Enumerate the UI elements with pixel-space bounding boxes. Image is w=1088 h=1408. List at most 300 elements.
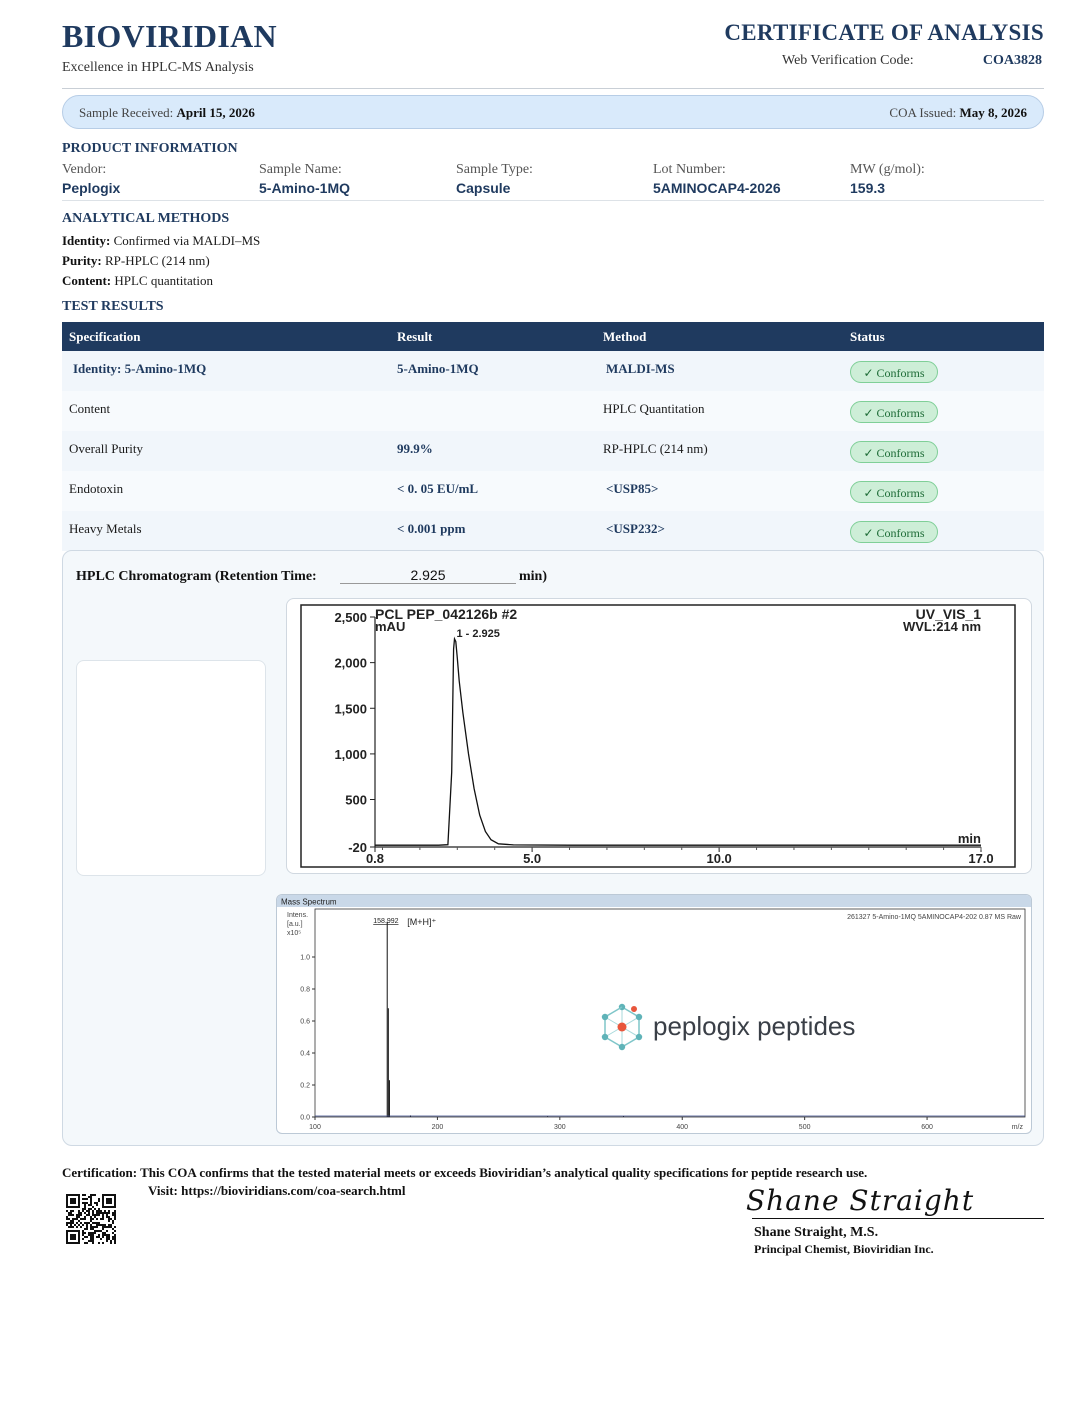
qr-module	[104, 1234, 106, 1236]
x-tick-label: 400	[676, 1124, 689, 1131]
qr-module	[108, 1224, 110, 1226]
y-tick-label: 0.8	[300, 986, 310, 994]
certification-statement: Certification: This COA confirms that the tested material meets or exceeds Bioviridian’s analytical quality specifications for peptide research use.	[62, 1165, 868, 1180]
panel-title: Mass Spectrum	[281, 897, 337, 907]
y-tick-label: 1,000	[334, 746, 367, 762]
qr-module	[112, 1212, 114, 1214]
qr-module	[94, 1214, 96, 1216]
qr-module	[90, 1194, 92, 1196]
verification-link[interactable]: Visit: https://bioviridians.com/coa-search.html	[148, 1183, 406, 1198]
field-label: Vendor:	[62, 162, 107, 177]
qr-module	[104, 1232, 106, 1234]
qr-module	[108, 1220, 110, 1222]
qr-module	[92, 1236, 94, 1238]
y-tick-label: 0.6	[300, 1018, 310, 1026]
cell-spec: Content	[69, 401, 111, 416]
qr-finder-core	[70, 1198, 76, 1204]
qr-module	[102, 1214, 104, 1216]
received-label: Sample Received:	[79, 105, 174, 120]
qr-module	[96, 1222, 98, 1224]
y-axis-label: [a.u.]	[287, 921, 303, 928]
cell-method: HPLC Quantitation	[603, 401, 705, 416]
table-row	[62, 511, 1044, 551]
qr-finder-core	[70, 1234, 76, 1240]
document-title: CERTIFICATE OF ANALYSIS	[724, 20, 1044, 45]
qr-module	[70, 1220, 72, 1222]
y-axis-unit: mAU	[375, 619, 406, 634]
conforms-badge: ✓ Conforms	[850, 441, 938, 463]
logo-node	[636, 1014, 642, 1020]
method-content	[62, 273, 213, 289]
qr-module	[90, 1226, 92, 1228]
qr-module	[68, 1218, 70, 1220]
qr-module	[98, 1224, 100, 1226]
qr-module	[90, 1196, 92, 1198]
qr-module	[76, 1222, 78, 1224]
chromatogram-label: HPLC Chromatogram (Retention Time:	[76, 569, 317, 584]
qr-module	[66, 1222, 68, 1224]
qr-module	[98, 1230, 100, 1232]
brand-tagline: Excellence in HPLC-MS Analysis	[62, 60, 254, 75]
qr-module	[80, 1212, 82, 1214]
qr-module	[88, 1232, 90, 1234]
qr-module	[112, 1228, 114, 1230]
blank-side-panel	[76, 660, 266, 876]
coa-issued	[889, 105, 1027, 121]
panel-title-bar	[277, 895, 1031, 907]
cell-method: RP-HPLC (214 nm)	[603, 441, 708, 456]
qr-module	[70, 1210, 72, 1212]
qr-module	[100, 1210, 102, 1212]
qr-module	[108, 1234, 110, 1236]
qr-module	[84, 1202, 86, 1204]
qr-module	[112, 1220, 114, 1222]
qr-module	[74, 1218, 76, 1220]
qr-module	[84, 1216, 86, 1218]
qr-module	[92, 1228, 94, 1230]
qr-module	[106, 1226, 108, 1228]
qr-module	[114, 1240, 116, 1242]
qr-module	[86, 1222, 88, 1224]
qr-module	[102, 1236, 104, 1238]
qr-module	[84, 1222, 86, 1224]
qr-module	[100, 1218, 102, 1220]
brand-name: BIOVIRIDIAN	[62, 18, 277, 54]
qr-module	[72, 1220, 74, 1222]
spectrum-info: 261327 5-Amino-1MQ 5AMINOCAP4-202 0.87 MS Raw	[847, 914, 1021, 921]
method-purity	[62, 253, 210, 269]
qr-module	[72, 1226, 74, 1228]
qr-module	[76, 1226, 78, 1228]
date-bar	[62, 95, 1044, 129]
qr-module	[96, 1236, 98, 1238]
qr-module	[88, 1222, 90, 1224]
test-results-title: TEST RESULTS	[62, 299, 164, 314]
qr-module	[106, 1238, 108, 1240]
qr-module	[66, 1210, 68, 1212]
qr-module	[68, 1226, 70, 1228]
results-table	[62, 322, 1044, 551]
qr-module	[82, 1202, 84, 1204]
table-row	[62, 431, 1044, 471]
qr-module	[114, 1226, 116, 1228]
header-status: Status	[850, 329, 885, 344]
header-specification: Specification	[69, 329, 141, 344]
header-method: Method	[603, 329, 647, 344]
method-label: Content:	[62, 273, 112, 288]
field-value: 5-Amino-1MQ	[259, 180, 350, 196]
qr-module	[88, 1240, 90, 1242]
qr-module	[90, 1240, 92, 1242]
qr-module	[106, 1236, 108, 1238]
y-tick-label: -20	[348, 840, 367, 855]
qr-module	[78, 1224, 80, 1226]
lot-number-field	[653, 162, 781, 196]
qr-module	[86, 1236, 88, 1238]
field-value: 5AMINOCAP4-2026	[653, 180, 781, 196]
logo-node	[619, 1044, 625, 1050]
qr-module	[108, 1236, 110, 1238]
qr-module	[72, 1214, 74, 1216]
qr-module	[90, 1236, 92, 1238]
qr-module	[102, 1212, 104, 1214]
qr-module	[78, 1210, 80, 1212]
method-value: RP-HPLC (214 nm)	[104, 253, 210, 268]
qr-module	[92, 1210, 94, 1212]
cell-spec: Identity: 5-Amino-1MQ	[73, 361, 207, 376]
verification-code[interactable]: COA3828	[982, 53, 1042, 68]
qr-finder-core	[106, 1198, 112, 1204]
cell-spec: Endotoxin	[69, 481, 124, 496]
qr-module	[104, 1224, 106, 1226]
qr-module	[106, 1216, 108, 1218]
logo-accent-node	[631, 1006, 637, 1012]
qr-module	[110, 1242, 112, 1244]
qr-module	[92, 1194, 94, 1196]
qr-module	[108, 1226, 110, 1228]
qr-module	[82, 1218, 84, 1220]
qr-module	[84, 1206, 86, 1208]
qr-module	[102, 1234, 104, 1236]
qr-module	[88, 1210, 90, 1212]
field-label: Lot Number:	[653, 162, 726, 177]
qr-module	[72, 1218, 74, 1220]
method-label: Purity:	[62, 253, 102, 268]
qr-module	[94, 1202, 96, 1204]
sample-name-field	[259, 162, 350, 196]
qr-module	[114, 1242, 116, 1244]
qr-module	[108, 1218, 110, 1220]
qr-module	[66, 1218, 68, 1220]
qr-module	[112, 1232, 114, 1234]
field-value: Capsule	[456, 180, 511, 196]
y-tick-label: 1.0	[300, 954, 310, 962]
qr-module	[92, 1214, 94, 1216]
verification-label: Web Verification Code:	[782, 53, 914, 68]
qr-module	[92, 1212, 94, 1214]
table-row	[62, 391, 1044, 431]
qr-module	[72, 1222, 74, 1224]
qr-module	[82, 1230, 84, 1232]
qr-module	[90, 1218, 92, 1220]
method-identity	[62, 233, 260, 249]
y-tick-label: 2,500	[334, 610, 367, 625]
cell-result: < 0. 05 EU/mL	[397, 481, 479, 496]
mw-field	[850, 162, 925, 196]
qr-module	[94, 1216, 96, 1218]
qr-module	[66, 1224, 68, 1226]
qr-module	[96, 1210, 98, 1212]
qr-module	[108, 1216, 110, 1218]
qr-module	[86, 1202, 88, 1204]
method-value: Confirmed via MALDI–MS	[113, 233, 261, 248]
qr-module	[84, 1228, 86, 1230]
x-tick-label: 10.0	[706, 851, 732, 866]
qr-module	[106, 1214, 108, 1216]
qr-module	[82, 1224, 84, 1226]
x-tick-label: 5.0	[523, 851, 542, 866]
qr-module	[86, 1228, 88, 1230]
qr-module	[78, 1220, 80, 1222]
cell-method: <USP232>	[606, 521, 665, 536]
qr-module	[114, 1236, 116, 1238]
logo-node	[636, 1034, 642, 1040]
conforms-badge: ✓ Conforms	[850, 521, 938, 543]
qr-module	[96, 1230, 98, 1232]
peak-annotation: [M+H]⁺	[407, 917, 437, 927]
qr-module	[94, 1230, 96, 1232]
qr-module	[102, 1216, 104, 1218]
x-tick-label: 200	[431, 1124, 444, 1131]
qr-module	[78, 1216, 80, 1218]
qr-module	[110, 1226, 112, 1228]
x-tick-label: 500	[798, 1124, 811, 1131]
header-result: Result	[397, 329, 433, 344]
product-info-title: PRODUCT INFORMATION	[62, 141, 238, 156]
qr-module	[84, 1232, 86, 1234]
qr-module	[76, 1216, 78, 1218]
signature-image: Shane Straight	[746, 1184, 975, 1217]
chart-title: PCL PEP_042126b #2	[375, 606, 518, 622]
mass-spectrum-chart	[277, 895, 1031, 1133]
qr-module	[96, 1226, 98, 1228]
qr-code-icon[interactable]	[66, 1194, 116, 1244]
qr-module	[114, 1216, 116, 1218]
qr-module	[92, 1240, 94, 1242]
qr-module	[84, 1208, 86, 1210]
qr-module	[92, 1234, 94, 1236]
qr-module	[90, 1204, 92, 1206]
hplc-chromatogram-chart	[287, 599, 1031, 873]
qr-module	[100, 1212, 102, 1214]
methods-title: ANALYTICAL METHODS	[62, 211, 230, 226]
qr-module	[114, 1218, 116, 1220]
qr-module	[84, 1218, 86, 1220]
qr-module	[80, 1214, 82, 1216]
qr-module	[100, 1238, 102, 1240]
qr-module	[82, 1232, 84, 1234]
qr-module	[96, 1202, 98, 1204]
qr-module	[102, 1226, 104, 1228]
qr-module	[98, 1236, 100, 1238]
field-label: MW (g/mol):	[850, 162, 925, 177]
qr-module	[98, 1198, 100, 1200]
qr-module	[112, 1236, 114, 1238]
signer-title: Principal Chemist, Bioviridian Inc.	[754, 1242, 934, 1256]
qr-module	[94, 1232, 96, 1234]
x-tick-label: 600	[921, 1124, 933, 1131]
qr-module	[114, 1230, 116, 1232]
qr-module	[88, 1234, 90, 1236]
qr-module	[82, 1194, 84, 1196]
x-axis-label: m/z	[1011, 1124, 1023, 1131]
qr-module	[98, 1214, 100, 1216]
qr-module	[106, 1212, 108, 1214]
qr-module	[96, 1212, 98, 1214]
field-label: Sample Name:	[259, 162, 342, 177]
qr-module	[98, 1208, 100, 1210]
qr-module	[94, 1226, 96, 1228]
qr-module	[96, 1218, 98, 1220]
qr-module	[104, 1210, 106, 1212]
watermark-text: peplogix peptides	[653, 1011, 856, 1041]
qr-module	[80, 1218, 82, 1220]
qr-module	[90, 1208, 92, 1210]
qr-module	[76, 1214, 78, 1216]
qr-module	[68, 1222, 70, 1224]
qr-module	[90, 1224, 92, 1226]
qr-module	[102, 1228, 104, 1230]
qr-module	[90, 1198, 92, 1200]
conforms-badge: ✓ Conforms	[850, 401, 938, 423]
issued-value: May 8, 2026	[959, 105, 1027, 120]
qr-module	[114, 1212, 116, 1214]
qr-module	[82, 1198, 84, 1200]
qr-module	[90, 1232, 92, 1234]
qr-module	[78, 1212, 80, 1214]
logo-center-node	[618, 1023, 627, 1032]
qr-module	[78, 1214, 80, 1216]
qr-module	[90, 1202, 92, 1204]
qr-module	[70, 1224, 72, 1226]
qr-module	[94, 1208, 96, 1210]
qr-module	[100, 1224, 102, 1226]
cell-method: MALDI-MS	[606, 361, 675, 376]
qr-module	[112, 1238, 114, 1240]
qr-module	[88, 1204, 90, 1206]
y-tick-label: 2,000	[334, 655, 367, 671]
field-label: Sample Type:	[456, 162, 533, 177]
qr-module	[92, 1218, 94, 1220]
qr-module	[90, 1228, 92, 1230]
qr-module	[110, 1218, 112, 1220]
signer-name: Shane Straight, M.S.	[754, 1225, 879, 1240]
qr-module	[104, 1212, 106, 1214]
wavelength-label: WVL:214 nm	[902, 619, 981, 634]
qr-module	[88, 1212, 90, 1214]
conforms-badge: ✓ Conforms	[850, 481, 938, 503]
retention-time-field[interactable]: 2.925	[340, 567, 516, 584]
qr-module	[86, 1198, 88, 1200]
qr-module	[114, 1238, 116, 1240]
retention-time-unit: min)	[519, 569, 547, 584]
hplc-chromatogram-panel	[286, 598, 1032, 874]
results-body	[62, 351, 1044, 551]
qr-module	[98, 1200, 100, 1202]
qr-module	[108, 1212, 110, 1214]
qr-module	[76, 1218, 78, 1220]
sample-received	[79, 105, 255, 121]
qr-module	[92, 1206, 94, 1208]
qr-module	[106, 1234, 108, 1236]
qr-module	[104, 1226, 106, 1228]
method-value: HPLC quantitation	[114, 273, 213, 288]
qr-module	[96, 1224, 98, 1226]
y-tick-label: 500	[345, 792, 367, 808]
qr-module	[98, 1242, 100, 1244]
cell-spec: Heavy Metals	[69, 521, 142, 536]
qr-module	[88, 1208, 90, 1210]
qr-module	[70, 1214, 72, 1216]
qr-module	[84, 1204, 86, 1206]
qr-module	[82, 1238, 84, 1240]
qr-module	[98, 1222, 100, 1224]
qr-module	[112, 1214, 114, 1216]
y-axis-label: x10⁵	[287, 930, 302, 937]
cell-method: <USP85>	[606, 481, 659, 496]
qr-module	[106, 1240, 108, 1242]
y-tick-label: 0.2	[300, 1082, 310, 1090]
qr-module	[114, 1210, 116, 1212]
qr-module	[92, 1222, 94, 1224]
qr-module	[82, 1234, 84, 1236]
qr-module	[74, 1224, 76, 1226]
qr-module	[98, 1234, 100, 1236]
qr-module	[114, 1214, 116, 1216]
peak-label: 158.992	[373, 918, 399, 925]
qr-module	[92, 1242, 94, 1244]
qr-module	[68, 1212, 70, 1214]
x-tick-label: 0.8	[365, 851, 385, 866]
logo-node	[602, 1034, 608, 1040]
method-label: Identity:	[62, 233, 111, 248]
qr-module	[88, 1196, 90, 1198]
received-value: April 15, 2026	[176, 105, 255, 120]
qr-module	[80, 1226, 82, 1228]
qr-module	[90, 1234, 92, 1236]
qr-module	[112, 1222, 114, 1224]
qr-module	[94, 1222, 96, 1224]
qr-module	[102, 1224, 104, 1226]
qr-module	[84, 1198, 86, 1200]
qr-module	[80, 1222, 82, 1224]
x-tick-label: 300	[553, 1124, 566, 1131]
y-tick-label: 0.0	[300, 1114, 310, 1122]
channel-label: UV_VIS_1	[915, 606, 981, 622]
qr-module	[102, 1242, 104, 1244]
qr-module	[90, 1220, 92, 1222]
qr-module	[108, 1238, 110, 1240]
logo-node	[602, 1014, 608, 1020]
x-axis-unit: min	[957, 831, 981, 846]
conforms-badge: ✓ Conforms	[850, 361, 938, 383]
table-row	[62, 471, 1044, 511]
field-value: 159.3	[850, 180, 886, 196]
qr-module	[96, 1204, 98, 1206]
qr-module	[70, 1226, 72, 1228]
qr-module	[102, 1232, 104, 1234]
qr-module	[84, 1242, 86, 1244]
